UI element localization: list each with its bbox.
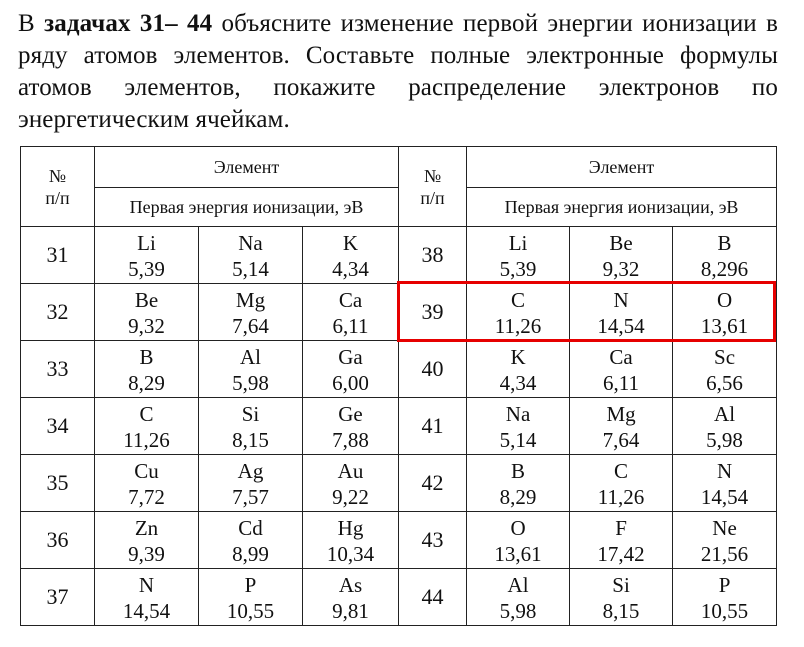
- task-number: 31: [21, 227, 95, 284]
- element-cell: [199, 512, 303, 569]
- ionization-energy-value: 9,32: [602, 256, 640, 281]
- element-cell: [570, 569, 673, 626]
- task-number: 35: [21, 455, 95, 512]
- element-cell: [467, 512, 570, 569]
- table-row: [21, 512, 777, 569]
- element-symbol: Al: [507, 572, 529, 597]
- ionization-energy-value: 8,29: [128, 370, 165, 395]
- element-symbol: O: [716, 287, 733, 312]
- task-number: 41: [399, 398, 467, 455]
- element-symbol: Si: [612, 572, 630, 597]
- ionization-energy-value: 4,34: [499, 370, 537, 395]
- task-number: 38: [399, 227, 467, 284]
- element-cell: [467, 569, 570, 626]
- ionization-energy-value: 17,42: [597, 541, 645, 566]
- element-cell: [673, 569, 777, 626]
- task-number: 44: [399, 569, 467, 626]
- ionization-energy-value: 5,98: [232, 370, 269, 395]
- element-symbol: Au: [337, 458, 364, 483]
- table-row: [21, 284, 777, 341]
- element-cell: [673, 341, 777, 398]
- intro-prefix: В: [18, 10, 45, 37]
- intro-text: объясните изменение первой энергии ионизации в ряду атомов элементов. Составьте полные электронные формулы атомов элементов, покажите распределение электронов по энергетическим ячейкам.: [18, 10, 778, 133]
- element-cell: [570, 455, 673, 512]
- task-description: [18, 8, 778, 136]
- element-cell: [303, 341, 399, 398]
- ionization-energy-value: 8,296: [700, 256, 749, 281]
- ionization-energy-value: 9,32: [128, 313, 165, 338]
- element-symbol: Ga: [338, 344, 363, 369]
- header-element-right: Элемент: [467, 147, 777, 188]
- element-symbol: K: [342, 230, 359, 255]
- element-cell: [95, 227, 199, 284]
- ionization-energy-value: 7,72: [128, 484, 165, 509]
- element-cell: [303, 398, 399, 455]
- ionization-energy-value: 7,64: [602, 427, 640, 452]
- header-number-symbol: №: [48, 165, 67, 186]
- element-cell: [303, 284, 399, 341]
- ionization-energy-value: 11,26: [123, 427, 170, 452]
- header-energy-right: Первая энергия ионизации, эВ: [467, 188, 777, 227]
- element-symbol: P: [244, 572, 257, 597]
- ionization-energy-value: 6,56: [706, 370, 743, 395]
- element-cell: [673, 398, 777, 455]
- task-number: 36: [21, 512, 95, 569]
- element-cell: [95, 569, 199, 626]
- element-symbol: B: [717, 230, 732, 255]
- element-symbol: Al: [714, 401, 736, 426]
- ionization-energy-value: 7,88: [332, 427, 369, 452]
- ionization-energy-value: 5,39: [128, 256, 165, 281]
- element-symbol: C: [139, 401, 154, 426]
- ionization-energy-value: 5,39: [499, 256, 537, 281]
- element-symbol: O: [510, 515, 526, 540]
- element-cell: [467, 398, 570, 455]
- element-symbol: Cu: [134, 458, 159, 483]
- element-cell: [199, 227, 303, 284]
- element-symbol: Li: [508, 230, 528, 255]
- element-symbol: As: [338, 572, 363, 597]
- element-cell: [467, 284, 570, 341]
- element-cell: [570, 341, 673, 398]
- table-body: [21, 227, 777, 626]
- element-cell: [95, 398, 199, 455]
- element-cell: [570, 227, 673, 284]
- element-symbol: Ca: [609, 344, 633, 369]
- table-row: [21, 398, 777, 455]
- element-cell: [673, 284, 777, 341]
- element-symbol: N: [716, 458, 733, 483]
- ionization-energy-value: 4,34: [332, 256, 369, 281]
- element-cell: [95, 341, 199, 398]
- element-symbol: C: [614, 458, 629, 483]
- ionization-energy-table: [20, 146, 777, 626]
- element-symbol: Li: [137, 230, 156, 255]
- ionization-energy-value: 7,64: [232, 313, 269, 338]
- ionization-energy-value: 8,15: [232, 427, 269, 452]
- ionization-energy-value: 8,29: [499, 484, 537, 509]
- element-cell: [303, 227, 399, 284]
- table-row: [21, 227, 777, 284]
- element-cell: [199, 341, 303, 398]
- element-symbol: Hg: [337, 515, 364, 540]
- element-symbol: N: [613, 287, 629, 312]
- element-symbol: B: [511, 458, 526, 483]
- ionization-energy-value: 8,15: [602, 598, 640, 623]
- table-row: [21, 569, 777, 626]
- element-symbol: Ca: [338, 287, 363, 312]
- element-symbol: Be: [134, 287, 159, 312]
- header-number-symbol: №: [423, 165, 442, 186]
- element-symbol: N: [138, 572, 155, 597]
- ionization-energy-value: 6,11: [603, 370, 640, 395]
- ionization-energy-value: 11,26: [597, 484, 645, 509]
- ionization-energy-value: 13,61: [700, 313, 749, 338]
- element-symbol: Mg: [606, 401, 636, 426]
- element-symbol: K: [510, 344, 526, 369]
- task-number: 37: [21, 569, 95, 626]
- ionization-energy-value: 13,61: [494, 541, 542, 566]
- element-cell: [199, 569, 303, 626]
- element-symbol: F: [615, 515, 627, 540]
- element-cell: [95, 284, 199, 341]
- ionization-energy-value: 5,14: [232, 256, 269, 281]
- element-symbol: Al: [240, 344, 261, 369]
- element-symbol: P: [718, 572, 731, 597]
- table-header-row: [21, 147, 777, 188]
- task-number: 39: [399, 284, 467, 341]
- element-symbol: Si: [241, 401, 260, 426]
- element-symbol: Ag: [237, 458, 264, 483]
- element-cell: [303, 512, 399, 569]
- element-cell: [673, 512, 777, 569]
- element-symbol: Ne: [712, 515, 737, 540]
- element-cell: [467, 341, 570, 398]
- intro-task-range: задачах 31– 44: [44, 10, 213, 37]
- element-symbol: Be: [609, 230, 633, 255]
- element-symbol: C: [511, 287, 526, 312]
- element-symbol: Na: [238, 230, 263, 255]
- element-cell: [199, 455, 303, 512]
- element-symbol: Na: [505, 401, 531, 426]
- task-number: 43: [399, 512, 467, 569]
- task-number: 40: [399, 341, 467, 398]
- header-energy-left: Первая энергия ионизации, эВ: [95, 188, 399, 227]
- task-number: 42: [399, 455, 467, 512]
- element-cell: [199, 284, 303, 341]
- task-number: 33: [21, 341, 95, 398]
- element-cell: [570, 284, 673, 341]
- element-symbol: Cd: [238, 515, 263, 540]
- element-cell: [570, 398, 673, 455]
- table-row: [21, 455, 777, 512]
- ionization-energy-value: 9,39: [128, 541, 165, 566]
- header-number-abbr: п/п: [420, 187, 445, 208]
- ionization-energy-value: 11,26: [494, 313, 542, 338]
- element-symbol: B: [139, 344, 154, 369]
- ionization-energy-value: 10,34: [326, 541, 375, 566]
- element-symbol: Mg: [235, 287, 266, 312]
- element-cell: [570, 512, 673, 569]
- ionization-energy-value: 5,98: [706, 427, 743, 452]
- ionization-energy-value: 6,00: [332, 370, 369, 395]
- ionization-energy-value: 5,98: [499, 598, 537, 623]
- element-cell: [95, 455, 199, 512]
- ionization-energy-value: 8,99: [232, 541, 269, 566]
- ionization-energy-value: 7,57: [232, 484, 269, 509]
- element-cell: [673, 227, 777, 284]
- task-number: 34: [21, 398, 95, 455]
- element-cell: [673, 455, 777, 512]
- header-number-left: [21, 147, 95, 227]
- element-symbol: Zn: [134, 515, 159, 540]
- ionization-energy-value: 10,55: [700, 598, 749, 623]
- element-cell: [95, 512, 199, 569]
- element-cell: [303, 455, 399, 512]
- ionization-energy-value: 14,54: [700, 484, 749, 509]
- table-row: [21, 341, 777, 398]
- element-cell: [199, 398, 303, 455]
- element-cell: [303, 569, 399, 626]
- element-symbol: Sc: [714, 344, 736, 369]
- ionization-energy-value: 21,56: [700, 541, 749, 566]
- element-cell: [467, 455, 570, 512]
- ionization-energy-value: 9,81: [332, 598, 369, 623]
- header-number-right: [399, 147, 467, 227]
- ionization-energy-value: 14,54: [597, 313, 645, 338]
- ionization-energy-value: 5,14: [499, 427, 537, 452]
- ionization-energy-value: 9,22: [332, 484, 369, 509]
- ionization-energy-value: 14,54: [122, 598, 171, 623]
- ionization-energy-value: 6,11: [332, 313, 369, 338]
- element-symbol: Ge: [338, 401, 363, 426]
- header-number-abbr: п/п: [45, 187, 70, 208]
- task-number: 32: [21, 284, 95, 341]
- ionization-energy-value: 10,55: [226, 598, 275, 623]
- element-cell: [467, 227, 570, 284]
- header-element-left: Элемент: [95, 147, 399, 188]
